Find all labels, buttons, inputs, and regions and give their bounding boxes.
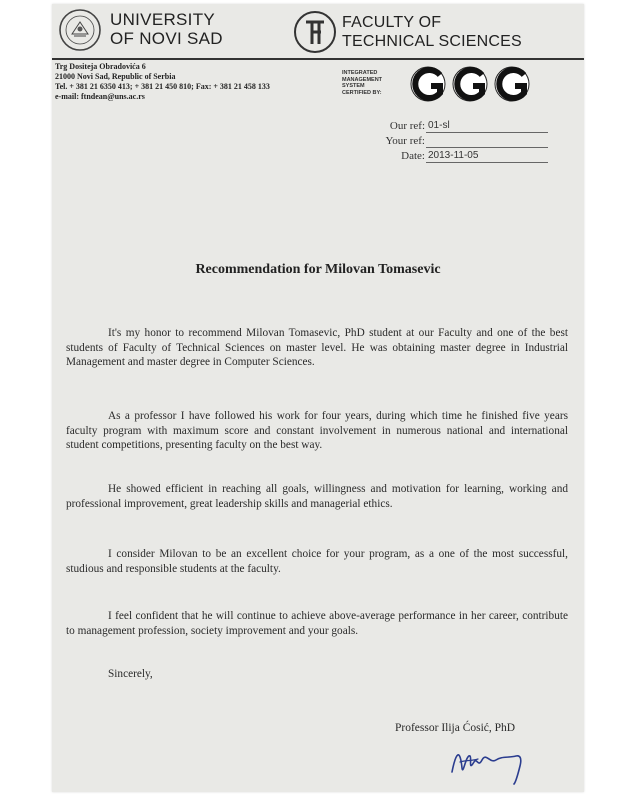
- faculty-name: [342, 13, 522, 51]
- header-divider: [52, 58, 584, 60]
- letter-paragraph: [66, 609, 568, 638]
- paragraph-text: I consider Milovan to be an excellent choice for your program, as a one of the most successful, studious and responsible students at the faculty.: [66, 548, 568, 575]
- your-ref-label: Your ref:: [385, 135, 425, 147]
- email-line: e-mail: ftndean@uns.ac.rs: [55, 92, 145, 101]
- faculty-line-1: FACULTY OF: [342, 14, 442, 31]
- paragraph-text: He showed efficient in reaching all goals, willingness and motivation for learning, working and professional improvement, great leadership skills and managerial ethics.: [66, 483, 568, 510]
- faculty-line-2: TECHNICAL SCIENCES: [342, 33, 522, 50]
- university-line-1: UNIVERSITY: [110, 10, 216, 29]
- date-row: [370, 150, 580, 165]
- faculty-logo-icon: [293, 10, 337, 54]
- address-line: Trg Dositeja Obradovića 6: [55, 62, 146, 71]
- reference-block: [370, 120, 580, 165]
- certification-badge-icon: [410, 66, 446, 102]
- letter-title: Recommendation for Milovan Tomasevic: [195, 262, 441, 277]
- signer-name: Professor Ilija Ćosić, PhD: [395, 722, 516, 734]
- letter-paragraph: [66, 326, 568, 370]
- letter-page: [52, 4, 584, 792]
- faculty-address: [55, 62, 270, 102]
- phone-line: Tel. + 381 21 6350 413; + 381 21 450 810; Fax: + 381 21 458 133: [55, 82, 270, 91]
- closing: Sincerely,: [108, 668, 153, 680]
- our-ref-value: 01-sl: [428, 120, 450, 131]
- ref-underline: [426, 132, 548, 133]
- ref-underline: [426, 147, 548, 148]
- certification-label: [342, 70, 382, 96]
- paragraph-text: It's my honor to recommend Milovan Tomasevic, PhD student at our Faculty and one of the best students of Faculty of Technical Sciences on master level. He was obtaining master degree in Industrial Management and master degree in Computer Sciences.: [66, 327, 568, 368]
- university-line-2: OF NOVI SAD: [110, 29, 223, 48]
- our-ref-label: Our ref:: [389, 120, 425, 132]
- letterhead: [52, 4, 584, 60]
- signature-icon: [446, 742, 536, 786]
- letter-paragraph: [66, 547, 568, 576]
- certification-badge-icon: [494, 66, 530, 102]
- letter-paragraph: [66, 409, 568, 453]
- our-ref-row: [370, 120, 580, 135]
- university-name: [110, 10, 223, 48]
- cert-text: MANAGEMENT: [342, 76, 383, 83]
- your-ref-row: [370, 135, 580, 150]
- cert-text: INTEGRATED: [342, 70, 378, 76]
- paragraph-text: I feel confident that he will continue to achieve above-average performance in her career, contribute to management profession, society improvement and your goals.: [66, 610, 568, 637]
- letter-paragraph: [66, 482, 568, 511]
- cert-text: SYSTEM: [342, 83, 365, 89]
- date-label: Date:: [401, 150, 425, 162]
- address-line: 21000 Novi Sad, Republic of Serbia: [55, 72, 176, 81]
- paragraph-text: As a professor I have followed his work for four years, during which time he finished five years faculty program with maximum score and constant involvement in numerous national and international student competitions, presenting faculty on the best way.: [66, 410, 568, 451]
- university-seal-icon: [58, 8, 102, 52]
- certification-badge-icon: [452, 66, 488, 102]
- date-value: 2013-11-05: [428, 150, 479, 161]
- cert-text: CERTIFIED BY:: [342, 89, 382, 96]
- ref-underline: [426, 162, 548, 163]
